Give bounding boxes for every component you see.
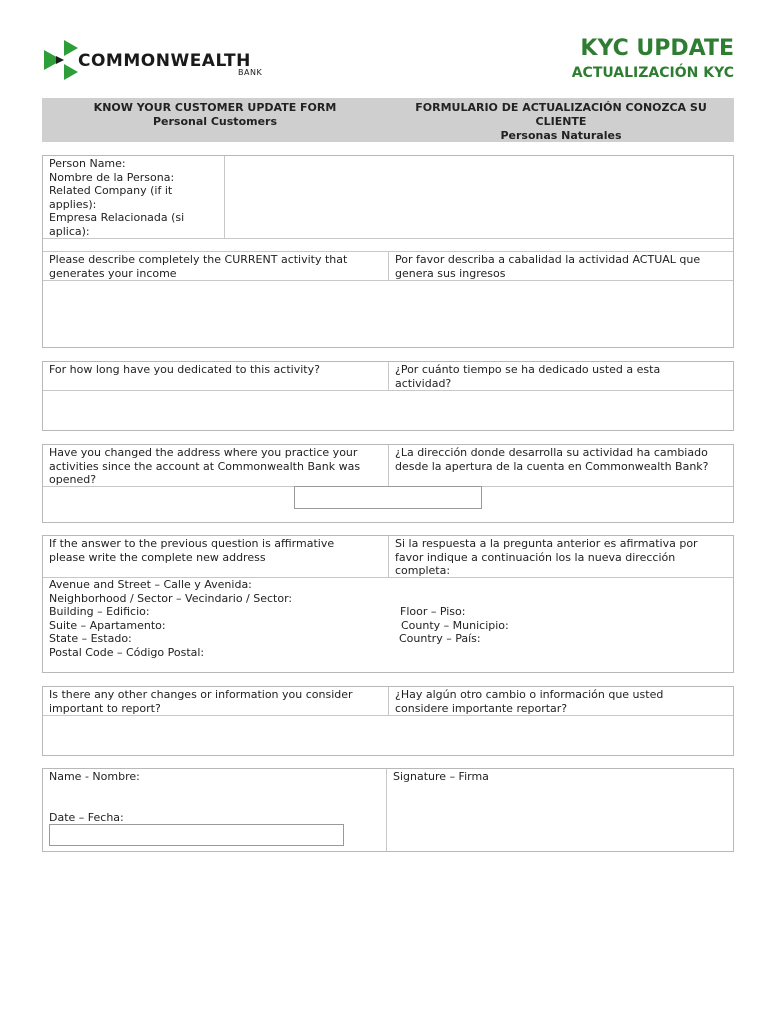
duration-question-en: For how long have you dedicated to this activity? (49, 363, 320, 376)
date-label: Date – Fecha: (49, 811, 124, 824)
county-label: County – Municipio: (401, 618, 509, 632)
building-label: Building – Edificio: (49, 605, 150, 618)
name-label: Name - Nombre: (49, 770, 140, 783)
new-address-question-es: Si la respuesta a la pregunta anterior es afirmativa por favor indique a continuación los la nueva dirección completa: (395, 537, 698, 577)
address-change-section (42, 444, 734, 523)
state-label: State – Estado: (49, 632, 132, 645)
activity-answer-field[interactable] (43, 281, 733, 347)
duration-answer-field[interactable] (43, 391, 733, 430)
page-subtitle: ACTUALIZACIÓN KYC (571, 65, 734, 81)
country-label: Country – País: (399, 632, 481, 645)
new-address-question-en: If the answer to the previous question is affirmative please write the complete new address (49, 537, 335, 564)
person-activity-section (42, 155, 734, 348)
duration-question-es: ¿Por cuánto tiempo se ha dedicado usted a esta actividad? (395, 363, 661, 390)
page-title: KYC UPDATE (580, 36, 734, 61)
logo-wordmark: COMMONWEALTH (78, 51, 251, 71)
address-change-answer-input[interactable] (294, 486, 482, 509)
postal-code-label: Postal Code – Código Postal: (49, 645, 205, 659)
avenue-street-label: Avenue and Street – Calle y Avenida: (49, 578, 252, 591)
activity-question-es: Por favor describa a cabalidad la actividad ACTUAL que genera sus ingresos (395, 253, 701, 280)
form-header-english: KNOW YOUR CUSTOMER UPDATE FORM Personal Customers (93, 101, 337, 128)
address-change-question-en: Have you changed the address where you practice your activities since the account at Commonwealth Bank was opened? (49, 446, 361, 486)
logo-arrows-icon (42, 38, 78, 82)
signature-section (42, 768, 734, 852)
other-info-section (42, 686, 734, 756)
other-info-answer-field[interactable] (43, 716, 733, 755)
person-name-field[interactable] (225, 156, 733, 238)
address-change-question-es: ¿La dirección donde desarrolla su actividad ha cambiado desde la apertura de la cuenta en Commonwealth Bank? (395, 446, 709, 473)
suite-label: Suite – Apartamento: (49, 618, 166, 632)
activity-question-en: Please describe completely the CURRENT activity that generates your income (49, 253, 348, 280)
new-address-fields-left (49, 578, 292, 659)
new-address-fields-right (399, 605, 509, 646)
form-header-spanish: FORMULARIO DE ACTUALIZACIÓN CONOZCA SU CLIENTE Personas Naturales (415, 101, 707, 142)
other-info-question-en: Is there any other changes or information you consider important to report? (49, 688, 353, 715)
bank-logo (42, 38, 282, 82)
logo-subtitle: BANK (238, 68, 263, 77)
signature-field[interactable] (387, 785, 733, 851)
other-info-question-es: ¿Hay algún otro cambio o información que usted considere importante reportar? (395, 688, 664, 715)
new-address-section (42, 535, 734, 673)
floor-label: Floor – Piso: (400, 605, 466, 618)
neighborhood-label: Neighborhood / Sector – Vecindario / Sector: (49, 591, 293, 605)
person-labels: Person Name: Nombre de la Persona: Related Company (if it applies): Empresa Relacionada (si aplica): (49, 157, 185, 238)
duration-section (42, 361, 734, 431)
signature-label: Signature – Firma (393, 770, 489, 783)
date-input[interactable] (49, 824, 344, 846)
form-header (42, 98, 734, 142)
